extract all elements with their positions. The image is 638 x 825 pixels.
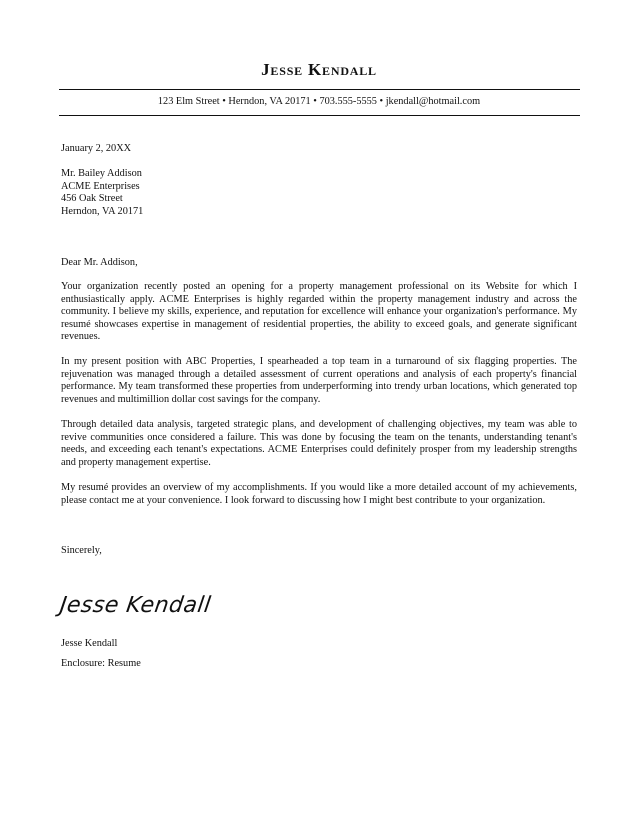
sender-name-heading: Jesse Kendall	[261, 60, 377, 79]
salutation: Dear Mr. Addison,	[61, 257, 138, 268]
body-paragraph-2: In my present position with ABC Properties, I spearheaded a top team in a turnaround of six flagging properties. The rejuvenation was managed through a detailed assessment of current operations and analysis of each property's financial performance. My team transformed these properties from underperforming into trendy urban locations, which generated top revenues and multimillion dollar cost savings for the company.	[61, 356, 577, 405]
recipient-address	[61, 168, 577, 218]
handwritten-signature: Jesse Kendall	[58, 593, 213, 618]
sender-contact-line: 123 Elm Street • Herndon, VA 20171 • 703.555-5555 • jkendall@hotmail.com	[157, 96, 481, 107]
letter-date: January 2, 20XX	[61, 143, 132, 154]
recipient-name: Mr. Bailey Addison	[61, 168, 142, 179]
recipient-street: 456 Oak Street	[61, 193, 123, 205]
body-paragraph-4: My resumé provides an overview of my accomplishments. If you would like a more detailed account of my achievements, please contact me at your convenience. I look forward to discussing how I might best contribute to your organization.	[61, 482, 577, 506]
body-paragraph-3: Through detailed data analysis, targeted strategic plans, and development of challenging objectives, my team was able to revive communities once considered a failure. This was done by focusing the team on the tenants, understanding tenant's needs, and exceeding each tenant's expectations. ACME Enterprises could definitely prosper from my leadership strengths and property management expertise.	[61, 419, 577, 468]
enclosure-note: Enclosure: Resume	[61, 658, 141, 669]
body-paragraph-1: Your organization recently posted an opening for a property management professional on its Website for which I enthusiastically apply. ACME Enterprises is highly regarded within the property management industry and across the community. I believe my skills, experience, and reputation for excellence will enhance your organization's performance. My resumé showcases expertise in management of residential properties, the ability to exceed goals, and generate significant revenues.	[61, 281, 577, 343]
recipient-company: ACME Enterprises	[61, 180, 140, 192]
closing: Sincerely,	[61, 545, 102, 556]
typed-name: Jesse Kendall	[61, 638, 118, 649]
recipient-city: Herndon, VA 20171	[61, 205, 144, 217]
header-bottom-rule	[59, 115, 580, 116]
header-top-rule	[59, 89, 580, 90]
